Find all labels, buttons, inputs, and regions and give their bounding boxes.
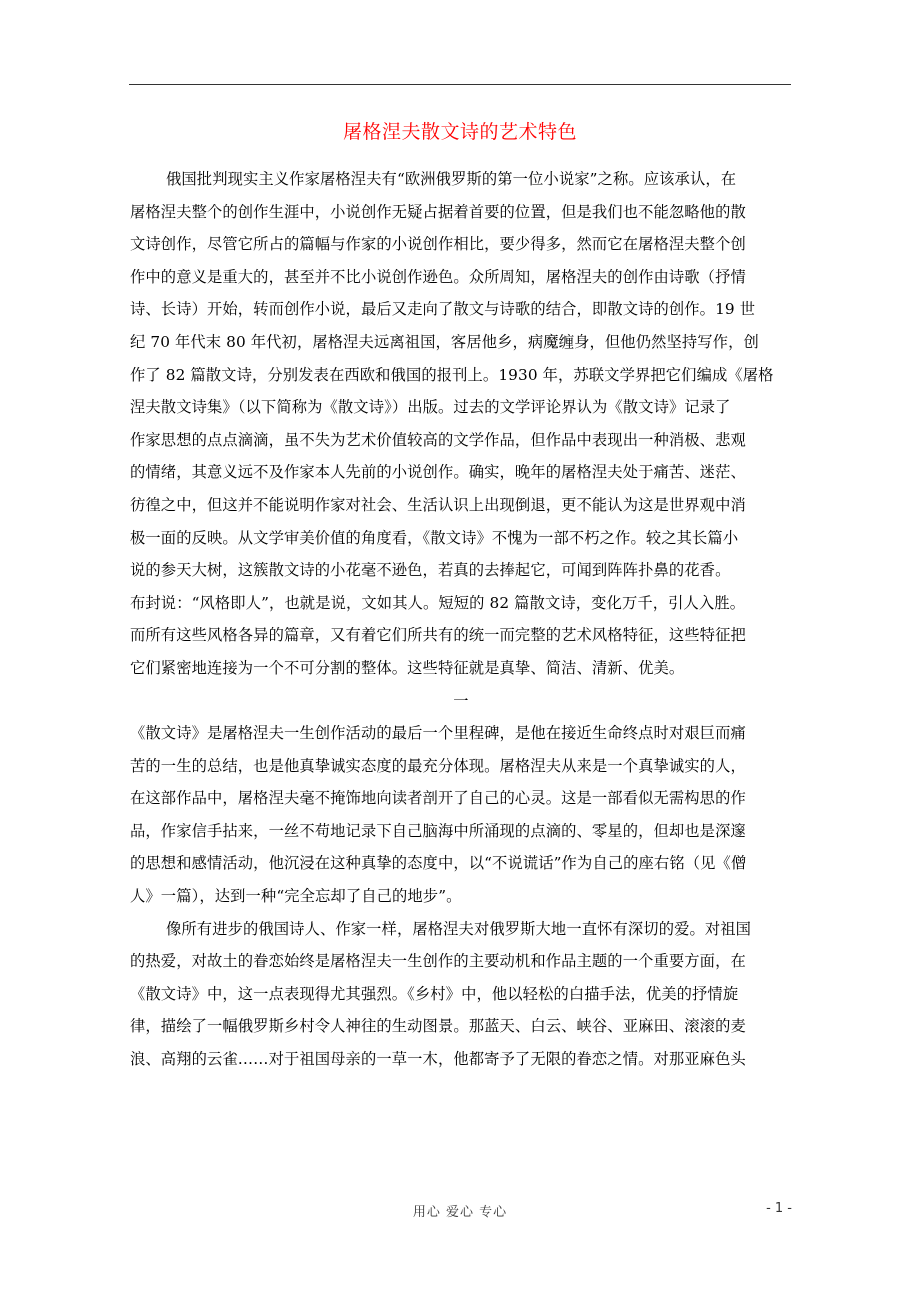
text-line: 彷徨之中，但这并不能说明作家对社会、生活认识上出现倒退，更不能认为这是世界观中消 — [130, 495, 746, 514]
text-line: 的情绪，其意义远不及作家本人先前的小说创作。确实，晚年的屠格涅夫处于痛苦、迷茫、 — [130, 463, 746, 482]
text-line: 《散文诗》中，这一点表现得尤其强烈。《乡村》中，他以轻松的白描手法，优美的抒情旋 — [130, 984, 739, 1003]
page-footer — [0, 1193, 920, 1223]
text-line: 诗、长诗）开始，转而创作小说，最后又走向了散文与诗歌的结合，即散文诗的创作。19 世 — [130, 300, 756, 319]
text-line: 屠格涅夫整个的创作生涯中，小说创作无疑占据着首要的位置，但是我们也不能忽略他的散 — [130, 202, 746, 221]
document-title: 屠格涅夫散文诗的艺术特色 — [342, 121, 577, 143]
text-line: 品，作家信手拈来，一丝不苟地记录下自己脑海中所涌现的点滴的、零星的，但却也是深邃 — [130, 821, 746, 840]
text-line: 作了 82 篇散文诗，分别发表在西欧和俄国的报刊上。1930 年，苏联文学界把它们编成《屠格 — [130, 365, 774, 384]
text-line: 布封说：“风格即人”，也就是说，文如其人。短短的 82 篇散文诗，变化万千，引人入胜。 — [130, 593, 746, 612]
text-line: 人》一篇），达到一种“完全忘却了自己的地步”。 — [130, 887, 462, 906]
text-line: 俄国批判现实主义作家屠格涅夫有“欧洲俄罗斯的第一位小说家”之称。应该承认，在 — [166, 170, 737, 188]
section-marker: 一 — [453, 691, 469, 710]
text-line: 的热爱，对故土的眷恋始终是屠格涅夫一生创作的主要动机和作品主题的一个重要方面，在 — [130, 952, 746, 971]
text-line: 作中的意义是重大的，甚至并不比小说创作逊色。众所周知，屠格涅夫的创作由诗歌（抒情 — [130, 267, 746, 286]
text-line: 说的参天大树，这簇散文诗的小花毫不逊色，若真的去捧起它，可闻到阵阵扑鼻的花香。 — [130, 561, 731, 580]
text-line: 它们紧密地连接为一个不可分割的整体。这些特征就是真挚、简洁、清新、优美。 — [130, 658, 685, 677]
text-line: 文诗创作，尽管它所占的篇幅与作家的小说创作相比，要少得多，然而它在屠格涅夫整个创 — [130, 235, 746, 254]
page-number: - 1 - — [766, 1201, 792, 1216]
text-line: 律，描绘了一幅俄罗斯乡村令人神往的生动图景。那蓝天、白云、峡谷、亚麻田、滚滚的麦 — [130, 1017, 746, 1036]
text-line: 纪 70 年代末 80 年代初，屠格涅夫远离祖国，客居他乡，病魔缠身，但他仍然坚持写作，创 — [130, 332, 759, 351]
text-line: 作家思想的点点滴滴，虽不失为艺术价值较高的文学作品，但作品中表现出一种消极、悲观 — [130, 430, 746, 449]
text-line: 极一面的反映。从文学审美价值的角度看，《散文诗》不愧为一部不朽之作。较之其长篇小 — [130, 528, 739, 547]
text-line: 的思想和感情活动，他沉浸在这种真挚的态度中，以“不说谎话”作为自己的座右铭（见《僧 — [130, 854, 747, 873]
footer-motto: 用心 爱心 专心 — [412, 1205, 508, 1220]
text-line: 在这部作品中，屠格涅夫毫不掩饰地向读者剖开了自己的心灵。这是一部看似无需构思的作 — [130, 789, 746, 808]
text-line: 涅夫散文诗集》（以下简称为《散文诗》）出版。过去的文学评论界认为《散文诗》记录了 — [130, 398, 731, 417]
text-line: 《散文诗》是屠格涅夫一生创作活动的最后一个里程碑，是他在接近生命终点时对艰巨而痛 — [130, 724, 746, 743]
text-line: 苦的一生的总结，也是他真挚诚实态度的最充分体现。屠格涅夫从来是一个真挚诚实的人， — [130, 756, 746, 775]
text-line: 浪、高翔的云雀……对于祖国母亲的一草一木，他都寄予了无限的眷恋之情。对那亚麻色头 — [130, 1050, 746, 1069]
body-text — [130, 163, 792, 1076]
text-line: 而所有这些风格各异的篇章，又有着它们所共有的统一而完整的艺术风格特征，这些特征把 — [130, 626, 746, 645]
header-rule — [129, 84, 791, 85]
text-line: 像所有进步的俄国诗人、作家一样，屠格涅夫对俄罗斯大地一直怀有深切的爱。对祖国 — [166, 919, 752, 938]
